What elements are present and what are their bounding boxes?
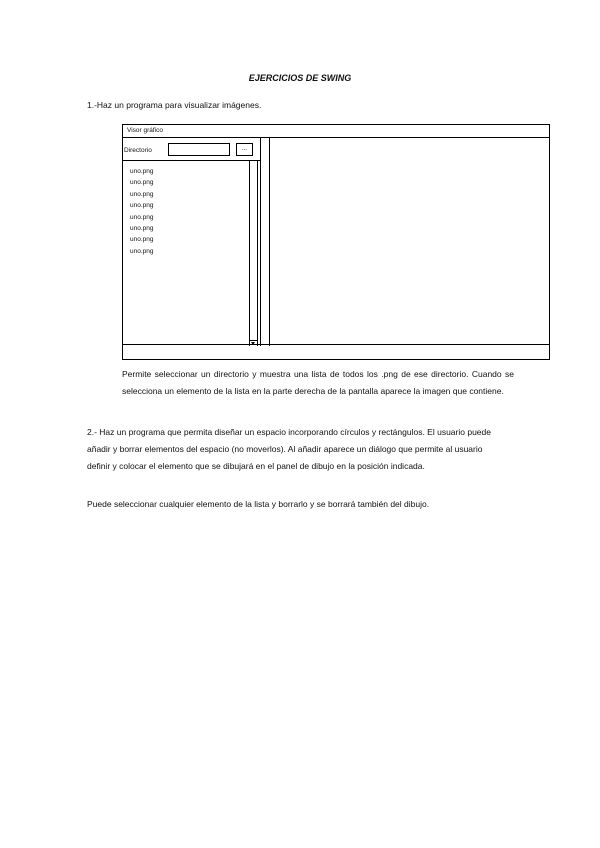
file-list[interactable]	[130, 166, 154, 257]
file-list-item[interactable]: uno.png	[130, 247, 154, 255]
document-title: EJERCICIOS DE SWING	[248, 73, 352, 83]
exercise-2-description: 2.- Haz un programa que permita diseñar un espacio incorporando círculos y rectángulos. El usuario puede añadir y borrar elementos del espacio (no moverlos). Al añadir aparece un diálogo que permite al usuario definir y colocar el elemento que se dibujará en el panel de dibujo en la posición indicada.	[87, 427, 491, 471]
window-title-bar	[123, 125, 549, 138]
window-title: Visor gráfico	[127, 127, 164, 134]
status-bar	[123, 344, 549, 359]
file-list-item[interactable]: uno.png	[130, 236, 154, 244]
file-list-scrollbar[interactable]	[249, 160, 258, 346]
panel-divider	[123, 160, 260, 161]
directory-input[interactable]	[168, 143, 230, 156]
file-list-panel	[123, 138, 261, 346]
file-list-item[interactable]: uno.png	[130, 190, 154, 198]
file-list-item[interactable]: uno.png	[130, 213, 154, 221]
file-list-item[interactable]: uno.png	[130, 168, 154, 175]
file-list-item[interactable]: uno.png	[130, 225, 154, 233]
exercise-1-description: Permite seleccionar un directorio y muestra una lista de todos los .png de ese directorio. Cuando se selecciona un elemento de la lista en la parte derecha de la pantalla aparece la imagen que contiene.	[122, 369, 514, 396]
browse-button[interactable]: ...	[236, 143, 253, 156]
exercise-2-note: Puede seleccionar cualquier elemento de la lista y borrarlo y se borrará también del dibujo.	[87, 499, 430, 509]
directory-label: Directorio	[124, 147, 152, 154]
exercise-1-heading: 1.-Haz un programa para visualizar imágenes.	[87, 100, 262, 110]
image-preview-panel	[269, 138, 549, 346]
file-list-item[interactable]: uno.png	[130, 202, 154, 210]
file-list-item[interactable]: uno.png	[130, 179, 154, 187]
image-viewer-window	[122, 124, 550, 360]
